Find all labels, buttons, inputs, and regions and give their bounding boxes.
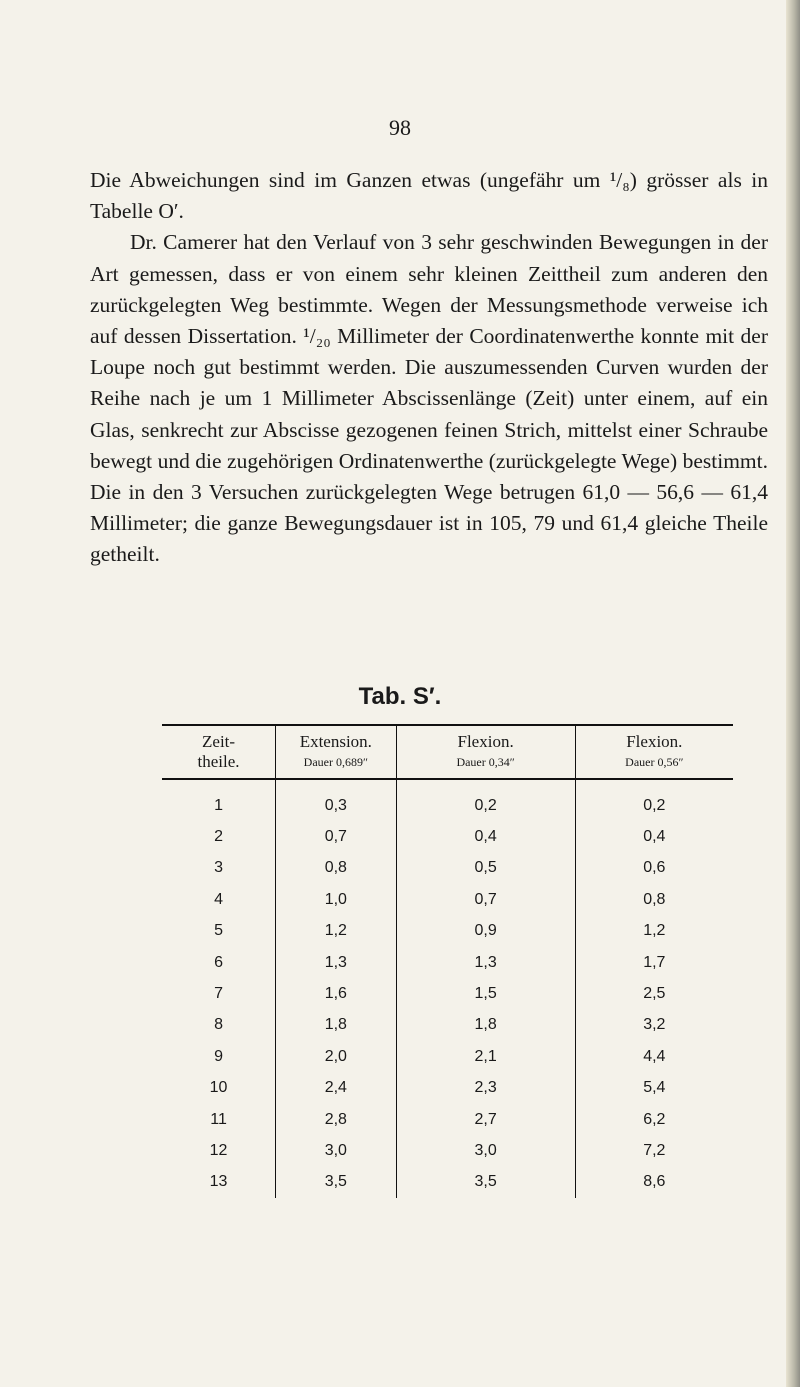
header-duration: Dauer 0,56″ xyxy=(625,755,684,769)
table-row xyxy=(162,916,733,947)
table-cell: 1,6 xyxy=(276,978,396,1009)
page-number: 98 xyxy=(389,115,411,140)
table-cell: 8 xyxy=(214,1016,223,1034)
table-cell: 0,5 xyxy=(396,853,575,884)
table-cell: 1,3 xyxy=(276,947,396,978)
table-row xyxy=(162,1010,733,1041)
header-duration: Dauer 0,34″ xyxy=(456,755,515,769)
table-row xyxy=(162,1167,733,1198)
page-edge xyxy=(786,0,800,1387)
table-cell: 1,2 xyxy=(575,916,733,947)
table-cell: 3,0 xyxy=(276,1135,396,1166)
table-cell: 0,8 xyxy=(276,853,396,884)
table-row xyxy=(162,779,733,821)
table-cell: 7,2 xyxy=(575,1135,733,1166)
table-cell: 2,7 xyxy=(396,1104,575,1135)
table-cell: 1 xyxy=(214,796,223,814)
table-row xyxy=(162,978,733,1009)
table-cell: 3,5 xyxy=(396,1167,575,1198)
table-cell: 5,4 xyxy=(575,1073,733,1104)
table-row xyxy=(162,1104,733,1135)
table-cell: 0,2 xyxy=(575,779,733,821)
table-row xyxy=(162,884,733,915)
header-flexion-1 xyxy=(396,725,575,779)
table-cell: 0,3 xyxy=(276,779,396,821)
header-label: theile. xyxy=(197,752,240,771)
table-cell: 7 xyxy=(214,985,223,1003)
table-row xyxy=(162,1073,733,1104)
table-cell: 12 xyxy=(209,1141,228,1159)
paragraph-1: Die Abweichungen sind im Ganzen etwas (ungefähr um ¹/₈) grösser als in Tabelle O′. xyxy=(90,168,768,224)
table-cell: 0,6 xyxy=(575,853,733,884)
table-cell: 3,0 xyxy=(396,1135,575,1166)
table-row xyxy=(162,947,733,978)
header-extension xyxy=(276,725,396,779)
header-zeittheile xyxy=(162,725,276,779)
header-label: Flexion. xyxy=(626,732,683,751)
table-cell: 0,9 xyxy=(396,916,575,947)
table-cell: 1,0 xyxy=(276,884,396,915)
paragraph-2: Dr. Camerer hat den Verlauf von 3 sehr geschwinden Bewegungen in der Art gemessen, dass er von einem sehr kleinen Zeittheil zum anderen den zurückgelegten Weg bestimmte. Wegen der Messungsmethode verweise ich auf dessen Dissertation. ¹/₂₀ Millimeter der Coordinatenwerthe konnte mit der Loupe noch gut bestimmt werden. Die auszumessenden Curven wurden der Reihe nach je um 1 Millimeter Abscissenlänge (Zeit) unter einem, auf ein Glas, senkrecht zur Abscisse gezogenen feinen Strich, mittelst einer Schraube bewegt und die zugehörigen Ordinatenwerthe (zurückgelegte Wege) bestimmt. Die in den 3 Versuchen zurückgelegten Wege betrugen 61,0 — 56,6 — 61,4 Millimeter; die ganze Bewegungsdauer ist in 105, 79 und 61,4 gleiche Theile getheilt. xyxy=(90,230,768,567)
table-header-row xyxy=(162,725,733,779)
table-cell: 1,8 xyxy=(276,1010,396,1041)
table-cell: 10 xyxy=(209,1079,228,1097)
table-cell: 1,8 xyxy=(396,1010,575,1041)
table-cell: 3,2 xyxy=(575,1010,733,1041)
table-row xyxy=(162,1135,733,1166)
table-row xyxy=(162,853,733,884)
table-cell: 8,6 xyxy=(575,1167,733,1198)
table-cell: 6,2 xyxy=(575,1104,733,1135)
table-cell: 1,3 xyxy=(396,947,575,978)
table-cell: 2,3 xyxy=(396,1073,575,1104)
table-cell: 0,7 xyxy=(396,884,575,915)
table-cell: 1,5 xyxy=(396,978,575,1009)
header-label: Extension. xyxy=(299,732,372,751)
table-row xyxy=(162,1041,733,1072)
table-title: Tab. S′. xyxy=(358,683,442,710)
table-body xyxy=(162,779,733,1198)
table-cell: 9 xyxy=(214,1047,223,1065)
table-cell: 4 xyxy=(214,890,223,908)
table-cell: 2 xyxy=(214,828,223,846)
table-cell: 2,8 xyxy=(276,1104,396,1135)
header-flexion-2 xyxy=(575,725,733,779)
table-cell: 1,7 xyxy=(575,947,733,978)
table-cell: 5 xyxy=(214,922,223,940)
table-cell: 2,5 xyxy=(575,978,733,1009)
body-text xyxy=(90,165,768,571)
table-cell: 0,7 xyxy=(276,821,396,852)
table-cell: 0,2 xyxy=(396,779,575,821)
table-cell: 0,8 xyxy=(575,884,733,915)
table-cell: 1,2 xyxy=(276,916,396,947)
table-cell: 11 xyxy=(210,1110,227,1128)
table-cell: 0,4 xyxy=(575,821,733,852)
table-row xyxy=(162,821,733,852)
table-cell: 2,0 xyxy=(276,1041,396,1072)
table-cell: 13 xyxy=(209,1173,228,1191)
table-cell: 4,4 xyxy=(575,1041,733,1072)
header-label: Flexion. xyxy=(457,732,514,751)
table-cell: 0,4 xyxy=(396,821,575,852)
header-duration: Dauer 0,689″ xyxy=(303,755,368,769)
table-cell: 6 xyxy=(214,953,223,971)
table-cell: 2,4 xyxy=(276,1073,396,1104)
table-cell: 3 xyxy=(214,859,223,877)
header-label: Zeit- xyxy=(202,732,236,751)
table-cell: 3,5 xyxy=(276,1167,396,1198)
table-cell: 2,1 xyxy=(396,1041,575,1072)
data-table xyxy=(162,724,733,1198)
